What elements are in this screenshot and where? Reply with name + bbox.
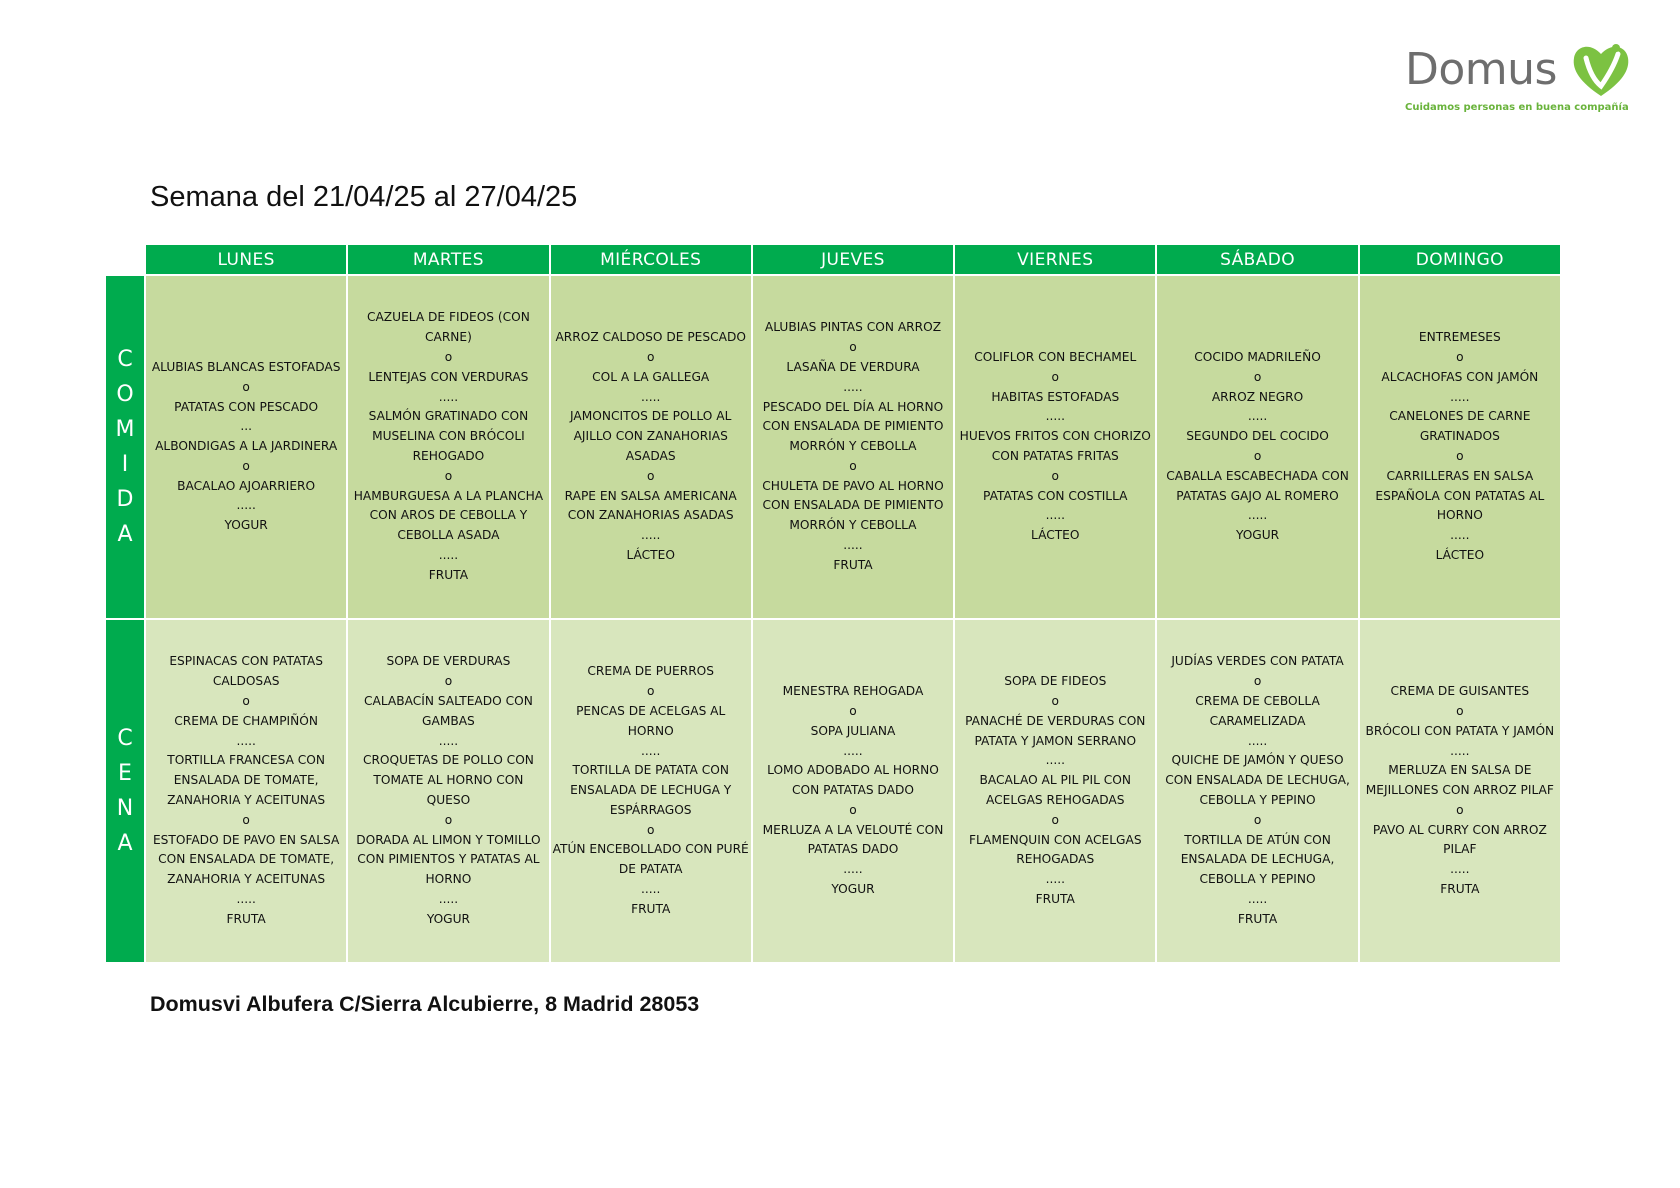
dish-line: GRATINADOS xyxy=(1419,429,1500,444)
dish-line: MUSELINA CON BRÓCOLI xyxy=(372,429,525,444)
menu-cell xyxy=(954,619,1156,963)
weekly-menu-table xyxy=(104,243,1562,964)
dish-line: PAVO AL CURRY CON ARROZ xyxy=(1372,822,1547,837)
dish-line: FRUTA xyxy=(1440,882,1480,897)
dish-line: o xyxy=(1051,812,1059,827)
heart-leaf-icon xyxy=(1570,40,1632,100)
dish-line: ..... xyxy=(843,743,863,758)
dish-line: SOPA DE FIDEOS xyxy=(1004,674,1107,689)
dish-line: FRUTA xyxy=(1035,891,1075,906)
dish-line: ..... xyxy=(1247,409,1268,424)
dish-line: CARNE) xyxy=(424,330,472,345)
dish-line: ..... xyxy=(438,733,459,748)
dish-line: o xyxy=(1253,449,1262,463)
dish-line: o xyxy=(646,684,655,699)
dish-line: CON PATATAS FRITAS xyxy=(991,449,1119,463)
dish-line: MENESTRA REHOGADA xyxy=(782,684,924,699)
dish-line: PESCADO DEL DÍA AL HORNO xyxy=(762,399,944,414)
dish-line: CON PIMIENTOS Y PATATAS AL xyxy=(357,852,540,867)
dish-line: PATATA Y JAMON SERRANO xyxy=(974,733,1137,748)
meal-row-comida xyxy=(105,275,1561,619)
dish-line: BACALAO AJOARRIERO xyxy=(177,478,316,493)
dish-line: COL A LA GALLEGA xyxy=(592,369,710,384)
dish-line: ..... xyxy=(1045,872,1065,887)
dish-line: o xyxy=(646,350,655,365)
dish-line: ..... xyxy=(236,498,256,513)
dish-line: CON ZANAHORIAS ASADAS xyxy=(567,508,734,523)
dish-line: ..... xyxy=(641,389,661,404)
dish-line: CABALLA ESCABECHADA CON xyxy=(1166,468,1349,483)
logo-tagline: Cuidamos personas en buena compañía xyxy=(1405,102,1629,113)
dish-line: ..... xyxy=(843,379,863,394)
dish-line: CON ENSALADA DE LECHUGA, xyxy=(1165,773,1350,788)
menu-cell xyxy=(145,275,347,619)
menu-cell xyxy=(752,619,954,963)
dish-line: PATATAS CON PESCADO xyxy=(174,399,319,414)
dish-line: SOPA DE VERDURAS xyxy=(386,654,511,669)
dish-line: ESTOFADO DE PAVO EN SALSA xyxy=(152,832,340,847)
menu-cell xyxy=(347,275,549,619)
dish-line: ..... xyxy=(1045,508,1065,523)
dish-line: ..... xyxy=(1045,409,1065,424)
dish-line: ..... xyxy=(1450,743,1470,758)
dish-line: CON AROS DE CEBOLLA Y xyxy=(369,508,528,523)
dish-line: ..... xyxy=(641,743,661,758)
dish-line: o xyxy=(849,703,857,718)
dish-line: CROQUETAS DE POLLO CON xyxy=(362,753,534,768)
dish-line: COLIFLOR CON BECHAMEL xyxy=(974,350,1137,365)
dish-line: ..... xyxy=(438,389,459,404)
dish-line: LENTEJAS CON VERDURAS xyxy=(368,369,529,384)
dish-line: MEJILLONES CON ARROZ PILAF xyxy=(1365,783,1554,798)
dish-line: CANELONES DE CARNE xyxy=(1389,409,1531,424)
dish-line: CARAMELIZADA xyxy=(1209,713,1306,728)
dish-line: FRUTA xyxy=(1237,911,1278,926)
dish-line: ..... xyxy=(843,862,863,877)
week-title: Semana del 21/04/25 al 27/04/25 xyxy=(150,181,578,213)
dish-line: FRUTA xyxy=(631,901,671,916)
dish-line: REHOGADO xyxy=(412,449,485,463)
dish-line: DE PATATA xyxy=(618,862,683,877)
dish-line: o xyxy=(444,468,453,483)
dish-line: o xyxy=(1456,703,1464,718)
dish-line: CREMA DE GUISANTES xyxy=(1390,684,1530,699)
dish-line: ..... xyxy=(1450,862,1470,877)
dish-line: o xyxy=(1253,369,1262,384)
dish-line: CON ENSALADA DE PIMIENTO xyxy=(762,419,944,434)
dish-line: ..... xyxy=(1450,389,1470,404)
dish-line: ACELGAS REHOGADAS xyxy=(986,793,1125,807)
menu-cell xyxy=(550,619,752,963)
dish-line: CARRILLERAS EN SALSA xyxy=(1386,468,1534,483)
dish-line: QUESO xyxy=(426,793,471,807)
dish-line: o xyxy=(1051,369,1059,384)
dish-line: CON PATATAS DADO xyxy=(792,783,914,798)
dish-line: ..... xyxy=(641,882,661,897)
dish-line: TORTILLA FRANCESA CON xyxy=(167,753,326,768)
dish-line: o xyxy=(1253,812,1262,827)
menu-cell xyxy=(1359,275,1561,619)
dish-line: LOMO ADOBADO AL HORNO xyxy=(767,763,939,778)
dish-line: SEGUNDO DEL COCIDO xyxy=(1186,429,1329,444)
dish-line: GAMBAS xyxy=(422,713,475,728)
dish-line: ENTREMESES xyxy=(1418,330,1501,345)
header-corner xyxy=(105,244,145,275)
menu-cell xyxy=(1156,275,1358,619)
dish-line: ..... xyxy=(1247,733,1268,748)
day-header: MARTES xyxy=(347,244,549,275)
dish-line: PILAF xyxy=(1443,842,1477,857)
dish-line: o xyxy=(444,350,453,365)
dish-line: PANACHÉ DE VERDURAS CON xyxy=(965,713,1146,728)
dish-line: o xyxy=(849,340,857,355)
dish-line: ATÚN ENCEBOLLADO CON PURÉ xyxy=(552,842,749,857)
dish-line: QUICHE DE JAMÓN Y QUESO xyxy=(1171,753,1344,768)
dish-line: LÁCTEO xyxy=(626,547,675,562)
dish-line: FRUTA xyxy=(428,567,469,582)
dish-line: BRÓCOLI CON PATATA Y JAMÓN xyxy=(1365,723,1555,738)
dish-line: o xyxy=(1456,350,1464,365)
dish-line: ..... xyxy=(1045,753,1065,768)
dish-line: JAMONCITOS DE POLLO AL xyxy=(570,409,732,424)
dish-line: ..... xyxy=(1247,891,1268,906)
dish-line: o xyxy=(242,694,250,709)
day-header: JUEVES xyxy=(752,244,954,275)
dish-line: LÁCTEO xyxy=(1031,528,1080,543)
address-footer: Domusvi Albufera C/Sierra Alcubierre, 8 Madrid 28053 xyxy=(150,992,700,1016)
dish-line: MERLUZA A LA VELOUTÉ CON xyxy=(762,822,944,837)
dish-line: FRUTA xyxy=(226,911,266,926)
dish-line: COCIDO MADRILEÑO xyxy=(1194,350,1321,365)
dish-line: ESPINACAS CON PATATAS xyxy=(169,654,323,669)
dish-line: ... xyxy=(240,419,252,434)
dish-line: AJILLO CON ZANAHORIAS xyxy=(573,429,728,444)
dish-line: YOGUR xyxy=(426,911,471,926)
dish-line: ..... xyxy=(843,538,863,553)
dish-line: SALMÓN GRATINADO CON xyxy=(368,409,529,424)
dish-line: ZANAHORIA Y ACEITUNAS xyxy=(167,872,326,887)
dish-line: PATATAS CON COSTILLA xyxy=(983,488,1128,503)
days-header-row xyxy=(105,244,1561,275)
dish-line: ..... xyxy=(1450,528,1470,543)
meal-label: C E N A xyxy=(105,619,145,963)
dish-line: LASAÑA DE VERDURA xyxy=(786,359,920,374)
dish-line: CALDOSAS xyxy=(212,674,280,689)
day-header: VIERNES xyxy=(954,244,1156,275)
dish-line: PATATAS DADO xyxy=(807,842,899,857)
dish-line: CREMA DE PUERROS xyxy=(587,664,714,679)
dish-line: ZANAHORIA Y ACEITUNAS xyxy=(167,793,326,807)
dish-line: o xyxy=(444,812,453,827)
dish-line: HABITAS ESTOFADAS xyxy=(991,389,1120,404)
dish-line: CALABACÍN SALTEADO CON xyxy=(364,694,533,709)
day-header: MIÉRCOLES xyxy=(550,244,752,275)
dish-line: o xyxy=(646,822,655,837)
dish-line: MORRÓN Y CEBOLLA xyxy=(789,518,917,533)
dish-line: HORNO xyxy=(425,872,472,887)
logo-wordmark: Domus xyxy=(1405,44,1557,95)
dish-line: YOGUR xyxy=(831,882,875,897)
dish-line: o xyxy=(1456,802,1464,817)
dish-line: HUEVOS FRITOS CON CHORIZO xyxy=(959,429,1151,444)
dish-line: BACALAO AL PIL PIL CON xyxy=(979,773,1131,788)
dish-line: REHOGADAS xyxy=(1016,852,1095,867)
menu-cell xyxy=(347,619,549,963)
dish-line: CON ENSALADA DE PIMIENTO xyxy=(762,498,944,513)
dish-line: CAZUELA DE FIDEOS (CON xyxy=(366,310,530,325)
dish-line: ARROZ NEGRO xyxy=(1211,389,1304,404)
dish-line: LÁCTEO xyxy=(1435,547,1485,562)
dish-line: o xyxy=(1051,694,1059,709)
dish-line: HAMBURGUESA A LA PLANCHA xyxy=(353,488,544,503)
dish-line: o xyxy=(1051,468,1059,483)
dish-line: ..... xyxy=(438,891,459,906)
dish-line: FRUTA xyxy=(833,557,873,572)
dish-line: PATATAS GAJO AL ROMERO xyxy=(1176,488,1339,503)
menu-cell xyxy=(1156,619,1358,963)
dish-line: MORRÓN Y CEBOLLA xyxy=(789,439,917,454)
dish-line: o xyxy=(242,458,250,473)
dish-line: TORTILLA DE PATATA CON xyxy=(572,763,729,778)
dish-line: ALCACHOFAS CON JAMÓN xyxy=(1381,369,1539,384)
dish-line: HORNO xyxy=(1436,508,1483,523)
dish-line: CHULETA DE PAVO AL HORNO xyxy=(762,478,944,493)
dish-line: CEBOLLA Y PEPINO xyxy=(1199,872,1316,887)
dish-line: ..... xyxy=(236,733,256,748)
dish-line: ARROZ CALDOSO DE PESCADO xyxy=(555,330,746,345)
dish-line: ENSALADA DE LECHUGA Y xyxy=(570,783,732,798)
dish-line: CREMA DE CHAMPIÑÓN xyxy=(174,713,318,728)
dish-line: o xyxy=(1253,674,1262,689)
dish-line: ASADAS xyxy=(625,449,676,463)
dish-line: YOGUR xyxy=(1235,528,1280,543)
menu-cell xyxy=(145,619,347,963)
dish-line: ENSALADA DE TOMATE, xyxy=(173,773,319,788)
menu-cell xyxy=(1359,619,1561,963)
day-header: SÁBADO xyxy=(1156,244,1358,275)
dish-line: TORTILLA DE ATÚN CON xyxy=(1184,832,1331,847)
dish-line: YOGUR xyxy=(224,518,268,533)
dish-line: CEBOLLA ASADA xyxy=(397,528,500,543)
dish-line: ALBONDIGAS A LA JARDINERA xyxy=(155,439,338,454)
dish-line: ENSALADA DE LECHUGA, xyxy=(1180,852,1335,867)
dish-line: RAPE EN SALSA AMERICANA xyxy=(564,488,737,503)
menu-cell xyxy=(752,275,954,619)
dish-line: DORADA AL LIMON Y TOMILLO xyxy=(356,832,541,847)
day-header: DOMINGO xyxy=(1359,244,1561,275)
dish-line: JUDÍAS VERDES CON PATATA xyxy=(1171,654,1344,669)
dish-line: CEBOLLA Y PEPINO xyxy=(1199,793,1316,807)
dish-line: ESPÁRRAGOS xyxy=(609,802,692,817)
dish-line: o xyxy=(849,458,857,473)
dish-line: o xyxy=(849,802,857,817)
dish-line: CREMA DE CEBOLLA xyxy=(1195,694,1320,709)
dish-line: TOMATE AL HORNO CON xyxy=(373,773,524,788)
menu-cell xyxy=(954,275,1156,619)
day-header: LUNES xyxy=(145,244,347,275)
menu-cell xyxy=(550,275,752,619)
dish-line: o xyxy=(444,674,453,689)
dish-line: ..... xyxy=(236,891,256,906)
dish-line: PENCAS DE ACELGAS AL HORNO xyxy=(576,703,726,738)
dish-line: o xyxy=(1456,449,1464,463)
meal-row-cena xyxy=(105,619,1561,963)
menu-body xyxy=(105,275,1561,963)
dish-line: ..... xyxy=(1247,508,1268,523)
dish-line: o xyxy=(242,812,250,827)
dish-line: ESPAÑOLA CON PATATAS AL xyxy=(1375,488,1545,503)
meal-label: C O M I D A xyxy=(105,275,145,619)
dish-line: ..... xyxy=(438,547,459,562)
dish-line: CON ENSALADA DE TOMATE, xyxy=(158,852,335,867)
dish-line: ALUBIAS PINTAS CON ARROZ xyxy=(764,320,942,335)
dish-line: o xyxy=(646,468,655,483)
domusvi-logo xyxy=(1405,40,1635,120)
dish-line: ALUBIAS BLANCAS ESTOFADAS xyxy=(151,359,341,374)
dish-line: o xyxy=(242,379,250,394)
dish-line: ..... xyxy=(641,528,661,543)
dish-line: SOPA JULIANA xyxy=(810,723,896,738)
dish-line: MERLUZA EN SALSA DE xyxy=(1388,763,1532,778)
dish-line: FLAMENQUIN CON ACELGAS xyxy=(968,832,1142,847)
